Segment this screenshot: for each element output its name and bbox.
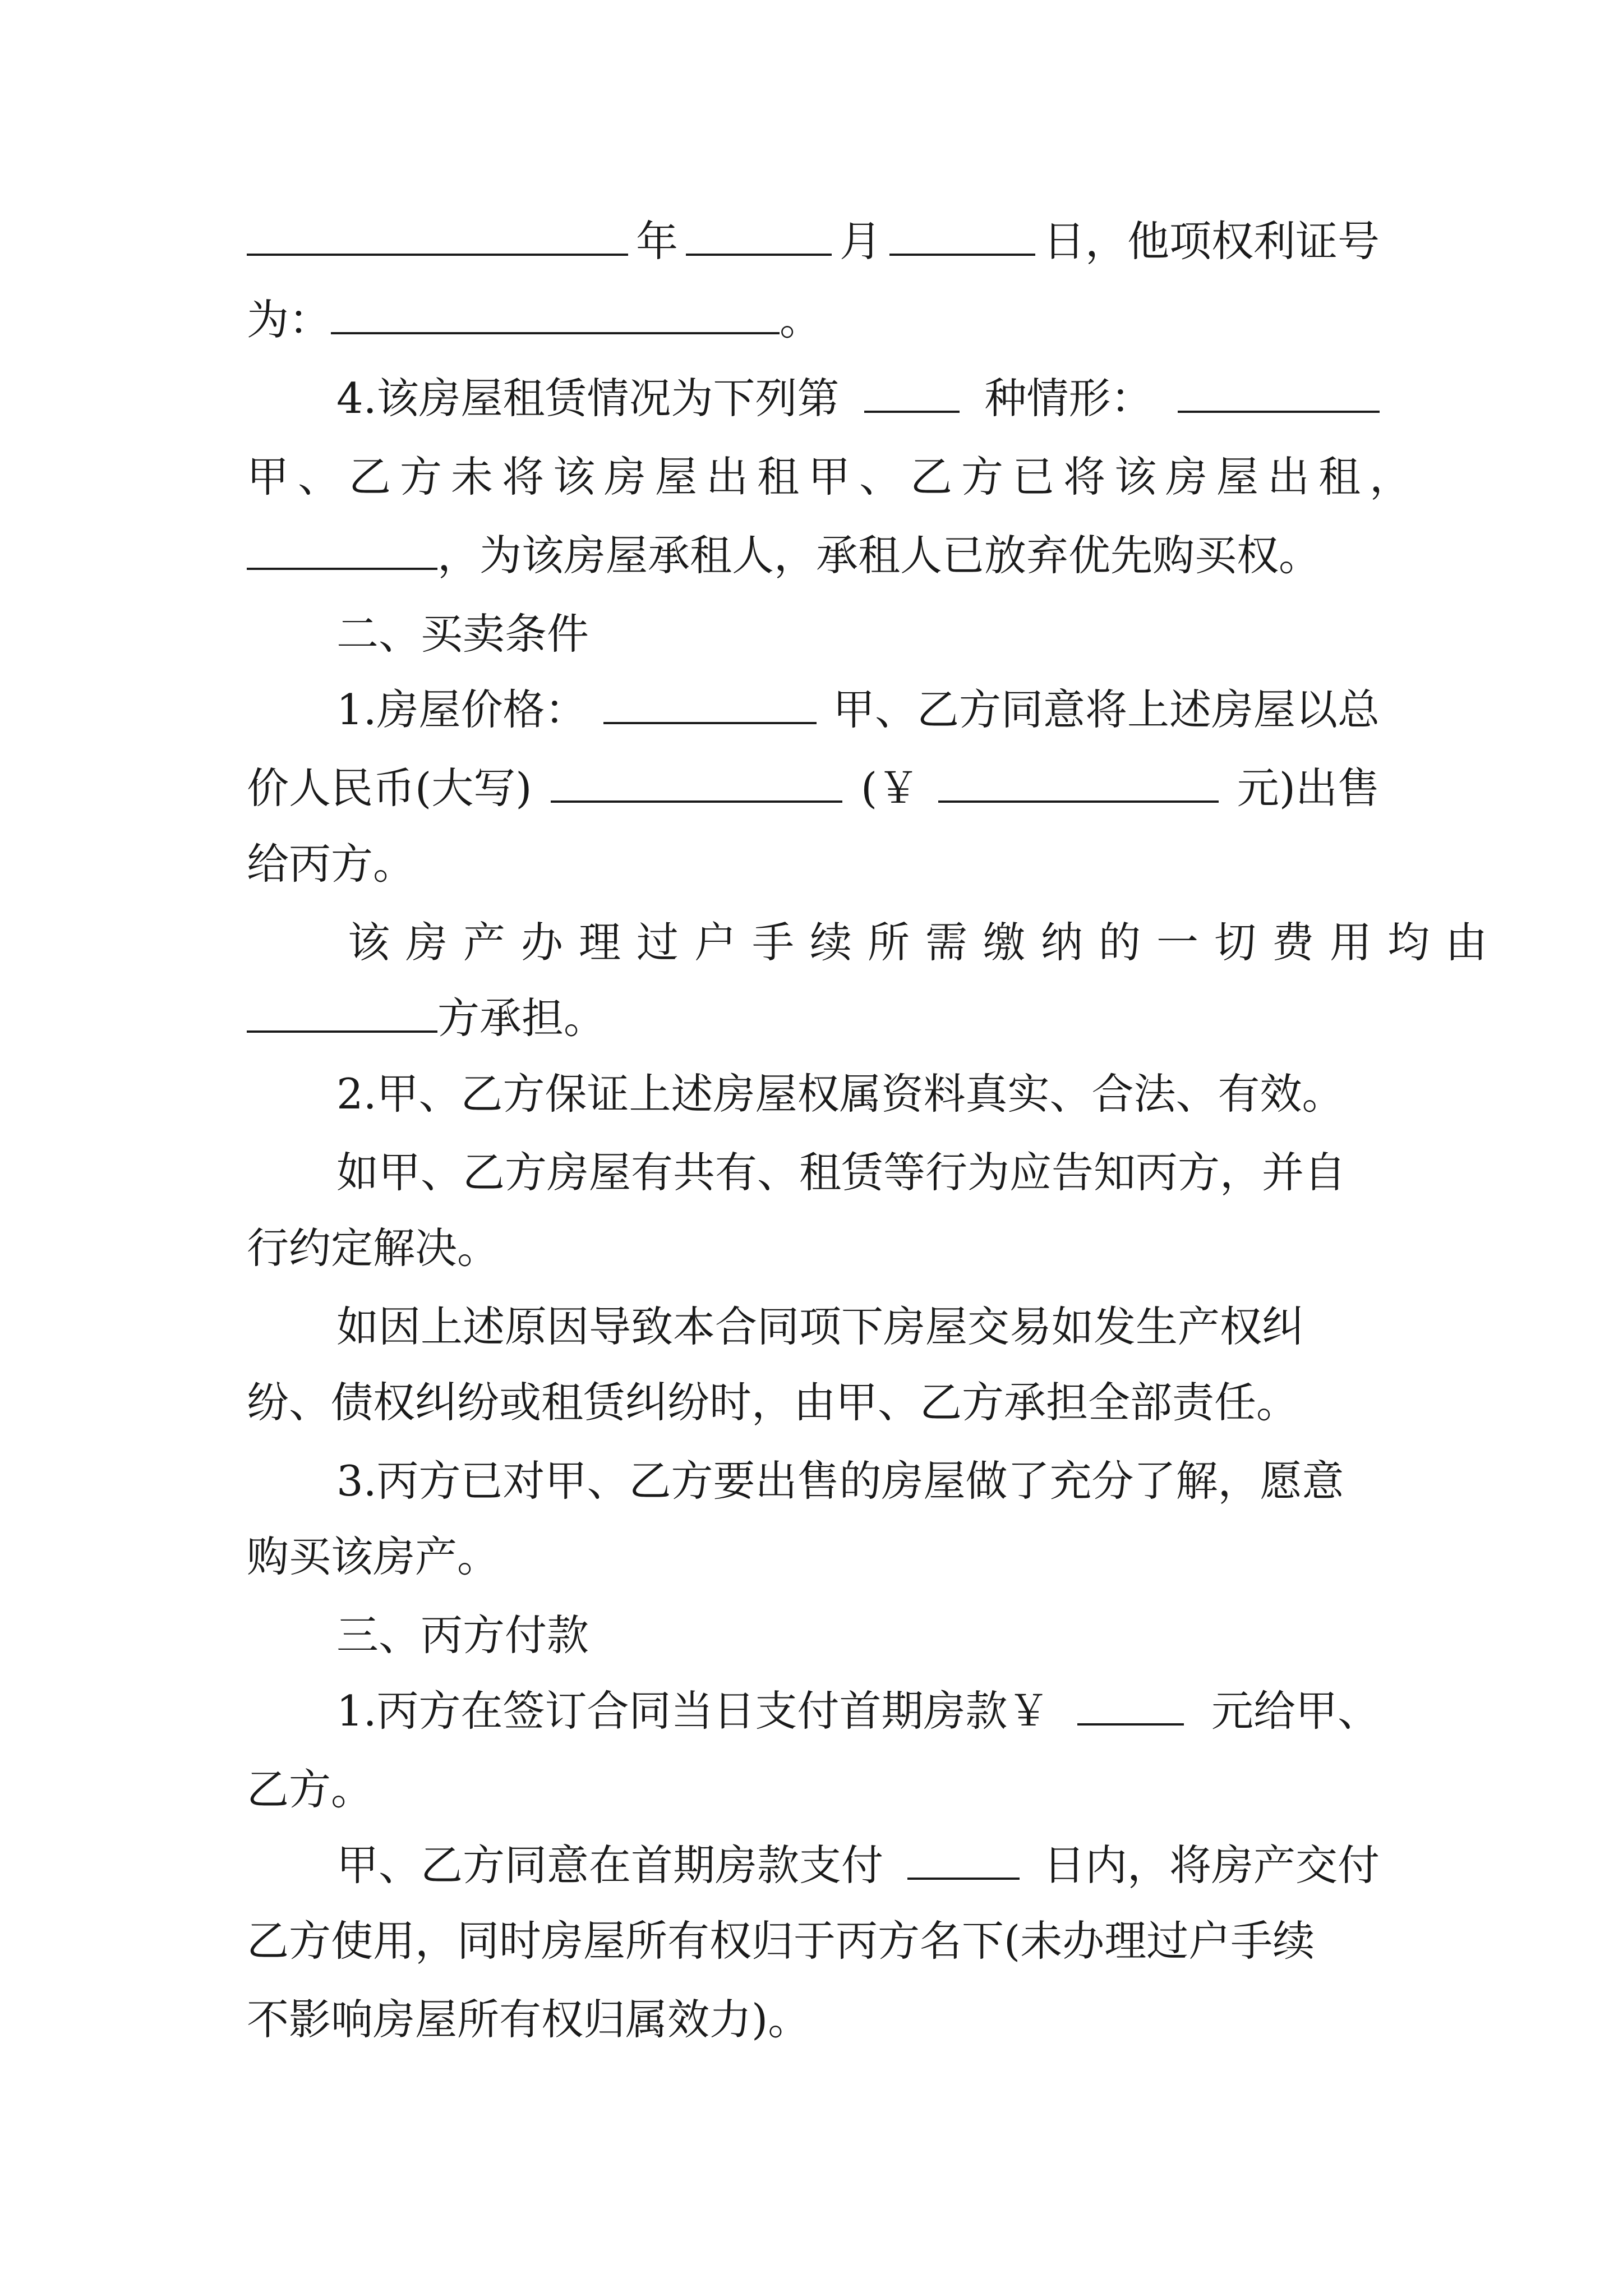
price-words-blank — [551, 762, 842, 803]
text-line: 给丙方。 — [247, 839, 416, 889]
date-month-blank — [686, 215, 832, 256]
text-line-delivery-days: 甲、乙方同意在首期房款支付 日内，将房产交付 — [336, 1841, 1380, 1890]
text-line: 不影响房屋所有权归属效力)。 — [247, 1995, 810, 2044]
text-line-cert-no: 为： 。 — [247, 295, 822, 344]
text-line-lease-situation: 4.该房屋租赁情况为下列第 种情形： — [336, 370, 1380, 426]
text-line: 该房产办理过户手续所需缴纳的一切费用均由 — [348, 918, 1504, 967]
text-line: 乙方。 — [247, 1765, 374, 1814]
text-line-down-payment: 1.丙方在签订合同当日支付首期房款￥ 元给甲、 — [336, 1686, 1380, 1736]
tenant-name-blank — [247, 530, 437, 570]
delivery-days-blank — [907, 1839, 1020, 1880]
text-line-price-amount: 价人民币(大写) (￥ 元)出售 — [247, 763, 1380, 813]
text-line-date: 年 月 日，他项权利证号 — [247, 213, 1380, 269]
date-day-blank — [889, 215, 1035, 256]
text-line: 3.丙方已对甲、乙方要出售的房屋做了充分了解，愿意 — [336, 1456, 1344, 1506]
text-line-fee-party: 方承担。 — [247, 990, 1380, 1046]
fee-party-blank — [247, 992, 437, 1033]
text-line: 甲、乙方未将该房屋出租甲、乙方已将该房屋出租， — [247, 452, 1421, 501]
text-line: 纷、债权纠纷或租赁纠纷时，由甲、乙方承担全部责任。 — [247, 1378, 1299, 1427]
text-line: 购买该房产。 — [247, 1532, 500, 1581]
text-line: 如甲、乙方房屋有共有、租赁等行为应告知丙方，并自 — [336, 1148, 1347, 1197]
text-line-tenant: ，为该房屋承租人，承租人已放弃优先购买权。 — [247, 527, 1380, 583]
price-blank — [603, 684, 817, 724]
text-line: 2.甲、乙方保证上述房屋权属资料真实、合法、有效。 — [336, 1069, 1344, 1119]
price-figures-blank — [938, 762, 1219, 803]
text-line: 行约定解决。 — [247, 1223, 500, 1273]
section-heading: 二、买卖条件 — [336, 609, 589, 659]
text-line: 乙方使用，同时房屋所有权归于丙方名下(未办理过户手续 — [247, 1916, 1315, 1966]
date-year-blank — [247, 215, 628, 256]
situation-number-blank — [864, 372, 960, 413]
cert-number-blank — [331, 294, 780, 334]
down-payment-blank — [1077, 1685, 1184, 1726]
section-heading: 三、丙方付款 — [336, 1611, 589, 1660]
text-line: 如因上述原因导致本合同项下房屋交易如发生产权纠 — [336, 1302, 1304, 1351]
situation-blank — [1178, 372, 1380, 413]
text-line-price: 1.房屋价格： 甲、乙方同意将上述房屋以总 — [336, 685, 1380, 734]
